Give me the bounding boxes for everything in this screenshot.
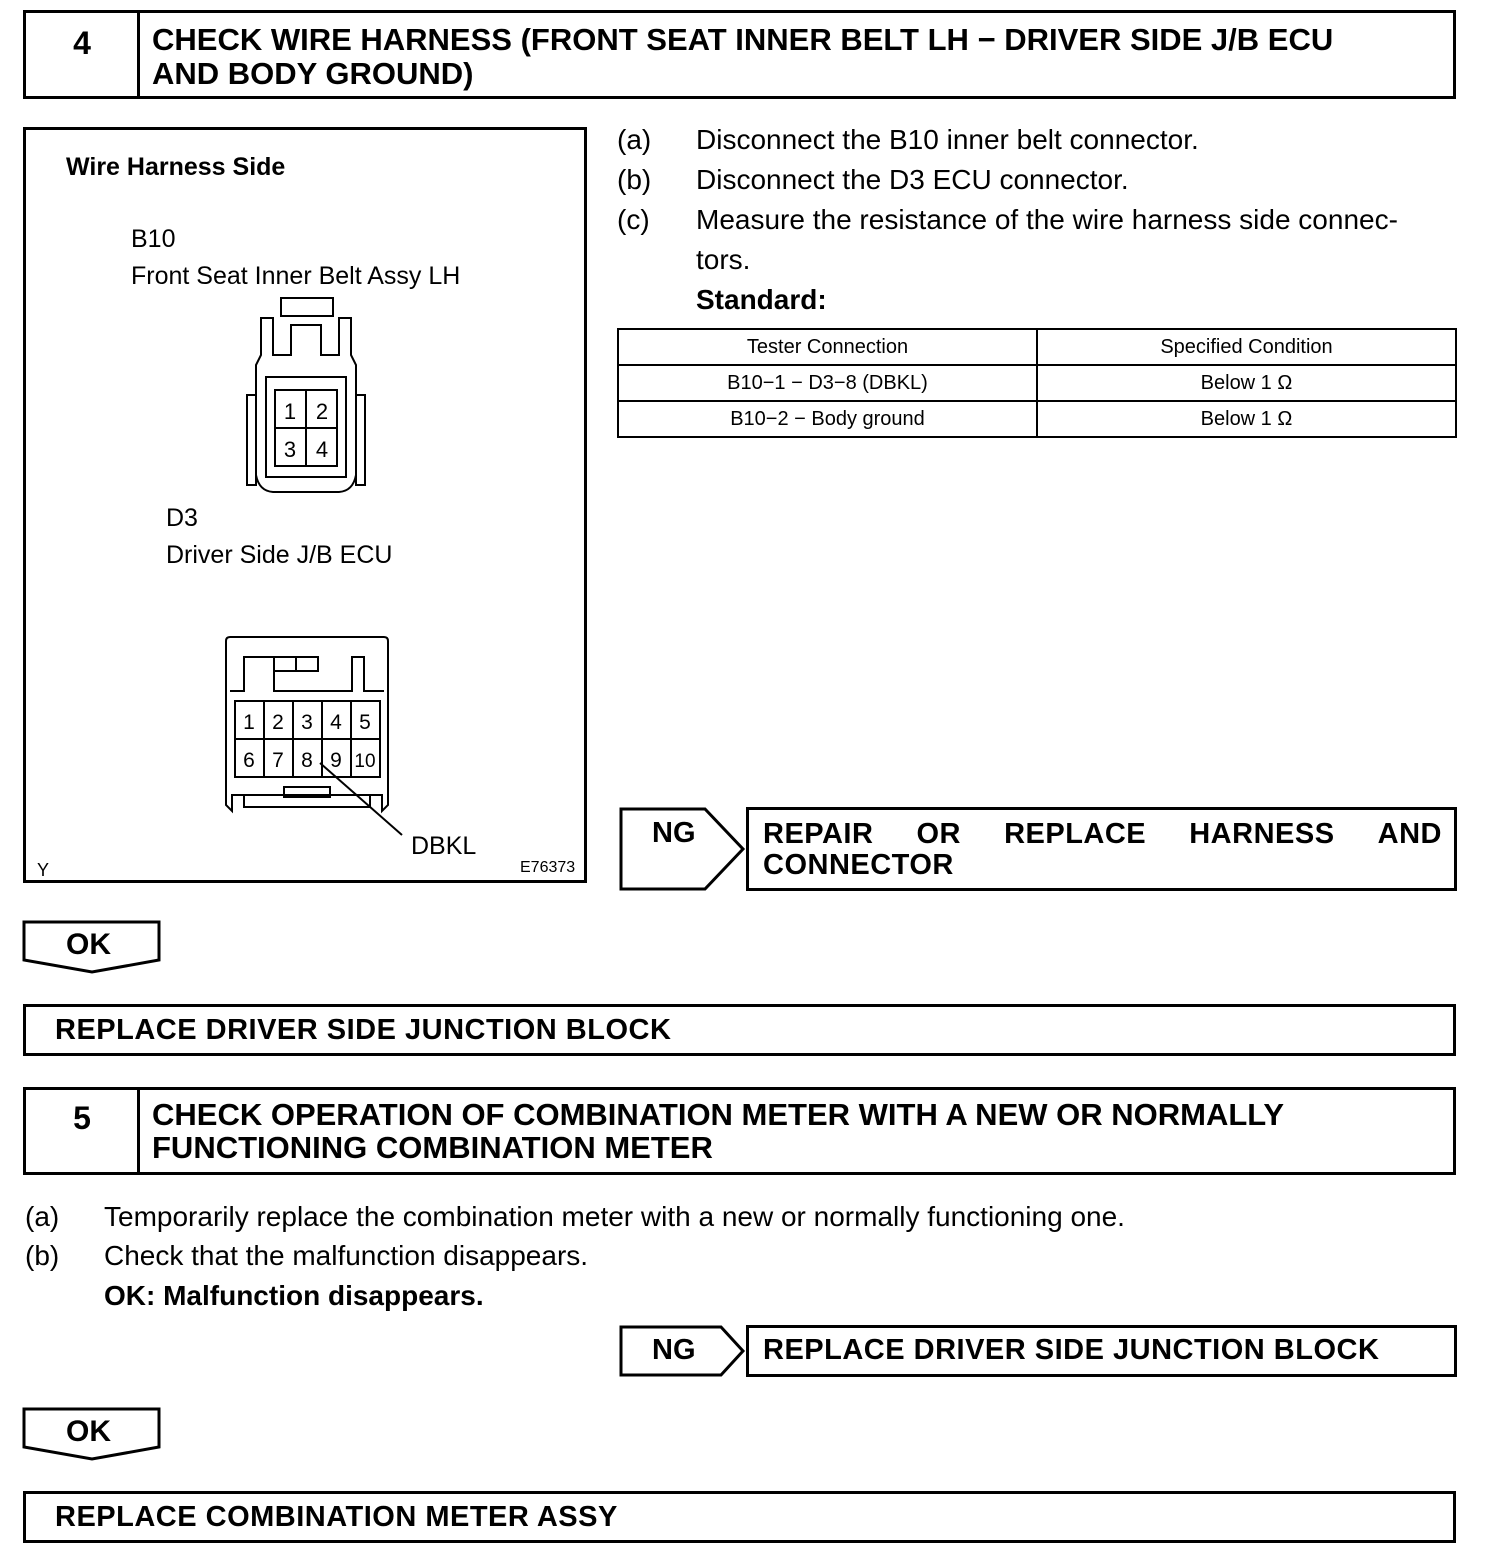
d3-pin-6: 6 bbox=[243, 749, 255, 772]
b10-pin-2: 2 bbox=[315, 399, 329, 424]
step4-c-text-line1: Measure the resistance of the wire harness side connec- bbox=[696, 204, 1398, 235]
step4-c-text-line2: tors. bbox=[696, 244, 751, 275]
b10-pin-3: 3 bbox=[283, 437, 297, 462]
d3-pin-4: 4 bbox=[330, 711, 342, 734]
d3-pin-9: 9 bbox=[330, 749, 342, 772]
step5-ok-criteria: OK: Malfunction disappears. bbox=[104, 1280, 484, 1311]
standard-label: Standard: bbox=[696, 284, 827, 315]
d3-pin-8: 8 bbox=[301, 749, 313, 772]
step4-title-line2: AND BODY GROUND) bbox=[152, 56, 474, 91]
step5-ng-label: NG bbox=[652, 1334, 696, 1366]
step4-ng-action-line2: CONNECTOR bbox=[763, 849, 954, 881]
standard-table bbox=[617, 328, 1457, 438]
step4-ok-label: OK bbox=[66, 928, 111, 961]
table-cell: B10−2 − Body ground bbox=[618, 401, 1037, 437]
step5-ng-action-box bbox=[746, 1325, 1457, 1377]
step5-header-divider bbox=[137, 1090, 140, 1172]
d3-pin-5: 5 bbox=[359, 711, 371, 734]
step4-b-label: (b) bbox=[617, 164, 652, 195]
step4-title-line1: CHECK WIRE HARNESS (FRONT SEAT INNER BELT LH − DRIVER SIDE J/B ECU bbox=[152, 22, 1334, 57]
connector-b10-diagram bbox=[241, 295, 371, 500]
step4-a-text: Disconnect the B10 inner belt connector. bbox=[696, 124, 1199, 155]
table-header-row bbox=[618, 329, 1456, 365]
step5-b-text: Check that the malfunction disappears. bbox=[104, 1240, 589, 1271]
ng-word: OR bbox=[916, 818, 961, 850]
table-row bbox=[618, 365, 1456, 401]
step4-ng-action-box bbox=[746, 807, 1457, 891]
ng-word: HARNESS bbox=[1189, 818, 1335, 850]
b10-pin-1: 1 bbox=[283, 399, 297, 424]
step5-b-label: (b) bbox=[25, 1240, 60, 1271]
connector-d3-code: D3 bbox=[166, 504, 198, 532]
d3-pin-3: 3 bbox=[301, 711, 313, 734]
dbkl-callout: DBKL bbox=[411, 832, 477, 860]
table-header-condition: Specified Condition bbox=[1037, 329, 1456, 365]
d3-pin-1: 1 bbox=[243, 711, 255, 734]
connector-d3-name: Driver Side J/B ECU bbox=[166, 541, 393, 569]
table-cell: Below 1 Ω bbox=[1037, 365, 1456, 401]
step5-a-label: (a) bbox=[25, 1201, 60, 1232]
table-cell: B10−1 − D3−8 (DBKL) bbox=[618, 365, 1037, 401]
step5-title-line1: CHECK OPERATION OF COMBINATION METER WITH A NEW OR NORMALLY bbox=[152, 1097, 1285, 1132]
b10-pin-4: 4 bbox=[315, 437, 329, 462]
wiring-figure bbox=[23, 127, 587, 883]
step4-ok-action: REPLACE DRIVER SIDE JUNCTION BLOCK bbox=[55, 1014, 672, 1046]
connector-d3-diagram bbox=[224, 635, 554, 875]
step4-number: 4 bbox=[73, 25, 91, 61]
step4-header-divider bbox=[137, 13, 140, 96]
figure-id: E76373 bbox=[520, 859, 576, 876]
step4-ok-action-box bbox=[23, 1004, 1456, 1056]
step5-ok-action: REPLACE COMBINATION METER ASSY bbox=[55, 1501, 618, 1533]
table-row bbox=[618, 401, 1456, 437]
connector-b10-name: Front Seat Inner Belt Assy LH bbox=[131, 262, 461, 290]
step4-header bbox=[23, 10, 1456, 99]
step5-header bbox=[23, 1087, 1456, 1175]
figure-corner-label: Y bbox=[37, 860, 50, 880]
step4-ng-action-line1 bbox=[763, 818, 1442, 851]
step4-a-label: (a) bbox=[617, 124, 652, 155]
ng-word: REPAIR bbox=[763, 818, 874, 850]
figure-heading: Wire Harness Side bbox=[66, 153, 286, 181]
d3-pin-2: 2 bbox=[272, 711, 284, 734]
step5-a-text: Temporarily replace the combination meter with a new or normally functioning one. bbox=[104, 1201, 1125, 1232]
d3-pin-7: 7 bbox=[272, 749, 284, 772]
step5-ok-label: OK bbox=[66, 1415, 111, 1448]
step4-b-text: Disconnect the D3 ECU connector. bbox=[696, 164, 1129, 195]
ng-word: AND bbox=[1377, 818, 1442, 850]
step5-number: 5 bbox=[73, 1100, 91, 1136]
step5-ng-action: REPLACE DRIVER SIDE JUNCTION BLOCK bbox=[763, 1334, 1380, 1366]
step5-ok-action-box bbox=[23, 1491, 1456, 1543]
ng-word: REPLACE bbox=[1004, 818, 1147, 850]
step4-c-label: (c) bbox=[617, 204, 650, 235]
connector-b10-code: B10 bbox=[131, 225, 176, 253]
table-header-tester: Tester Connection bbox=[618, 329, 1037, 365]
step4-ng-label: NG bbox=[652, 817, 696, 849]
table-cell: Below 1 Ω bbox=[1037, 401, 1456, 437]
step5-title-line2: FUNCTIONING COMBINATION METER bbox=[152, 1130, 713, 1165]
d3-pin-10: 10 bbox=[354, 751, 376, 772]
